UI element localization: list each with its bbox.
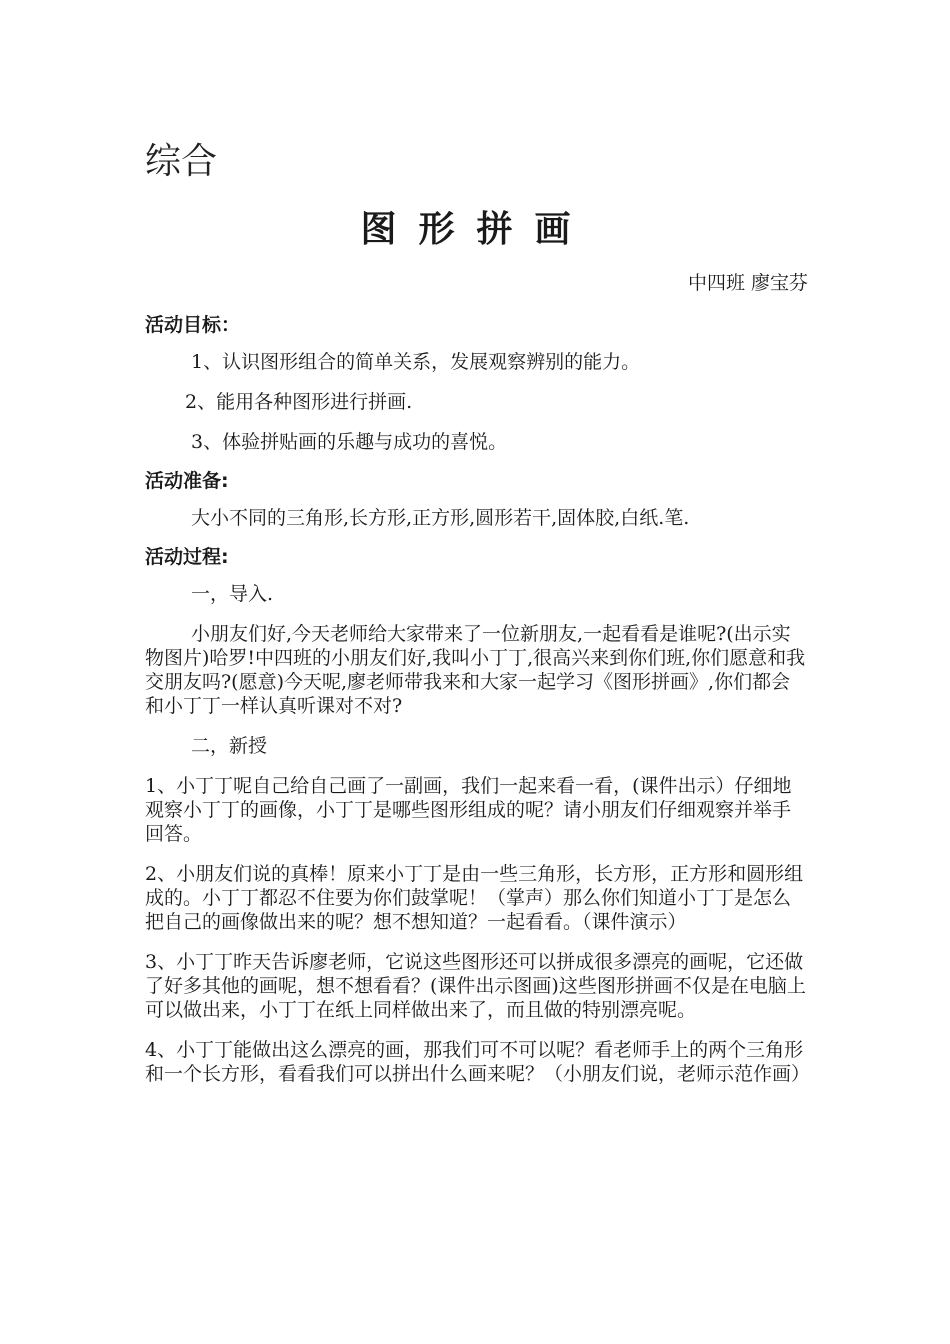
document-title: 图形拼画 <box>360 208 593 250</box>
goals-heading: 活动目标： <box>145 314 241 336</box>
goal-item-3: 3、体验拼贴画的乐趣与成功的喜悦。 <box>191 431 508 453</box>
category-label: 综合 <box>145 141 218 182</box>
prep-heading: 活动准备: <box>145 470 229 492</box>
process-paragraph-4: 4、小丁丁能做出这么漂亮的画，那我们可不可以呢？看老师手上的两个三角形和一个长方形，看看我们可以拼出什么画来呢？（小朋友们说，老师示范作画） <box>145 1039 811 1085</box>
goal-item-2: 2、能用各种图形进行拼画. <box>185 391 413 413</box>
prep-text: 大小不同的三角形,长方形,正方形,圆形若干,固体胶,白纸.笔. <box>191 507 690 529</box>
author-line: 中四班 廖宝芬 <box>687 272 808 294</box>
process-step-1: 一，导入. <box>191 583 274 605</box>
process-paragraph-2: 2、小朋友们说的真棒！原来小丁丁是由一些三角形，长方形，正方形和圆形组成的。小丁丁都忍不住要为你们鼓掌呢！（掌声）那么你们知道小丁丁是怎么把自己的画像做出来的呢？想不想知道？一起看看。（课件演示） <box>145 863 804 933</box>
process-step-2: 二，新授 <box>191 735 268 757</box>
process-heading: 活动过程: <box>145 546 229 568</box>
goal-item-1: 1、认识图形组合的简单关系，发展观察辨别的能力。 <box>191 351 641 373</box>
intro-paragraph: 小朋友们好,今天老师给大家带来了一位新朋友,一起看看是谁呢?(出示实物图片)哈罗!中四班的小朋友们好,我叫小丁丁,很高兴来到你们班,你们愿意和我交朋友吗?(愿意)今天呢,廖老师带我来和大家一起学习《图形拼画》,你们都会和小丁丁一样认真听课对不对? <box>145 623 806 717</box>
process-paragraph-3: 3、小丁丁昨天告诉廖老师，它说这些图形还可以拼成很多漂亮的画呢，它还做了好多其他的画呢，想不想看看？(课件出示图画)这些图形拼画不仅是在电脑上可以做出来，小丁丁在纸上同样做出来了，而且做的特别漂亮呢。 <box>145 951 806 1021</box>
process-paragraph-1: 1、小丁丁呢自己给自己画了一副画，我们一起来看一看，(课件出示）仔细地观察小丁丁的画像，小丁丁是哪些图形组成的呢？请小朋友们仔细观察并举手回答。 <box>145 775 792 845</box>
